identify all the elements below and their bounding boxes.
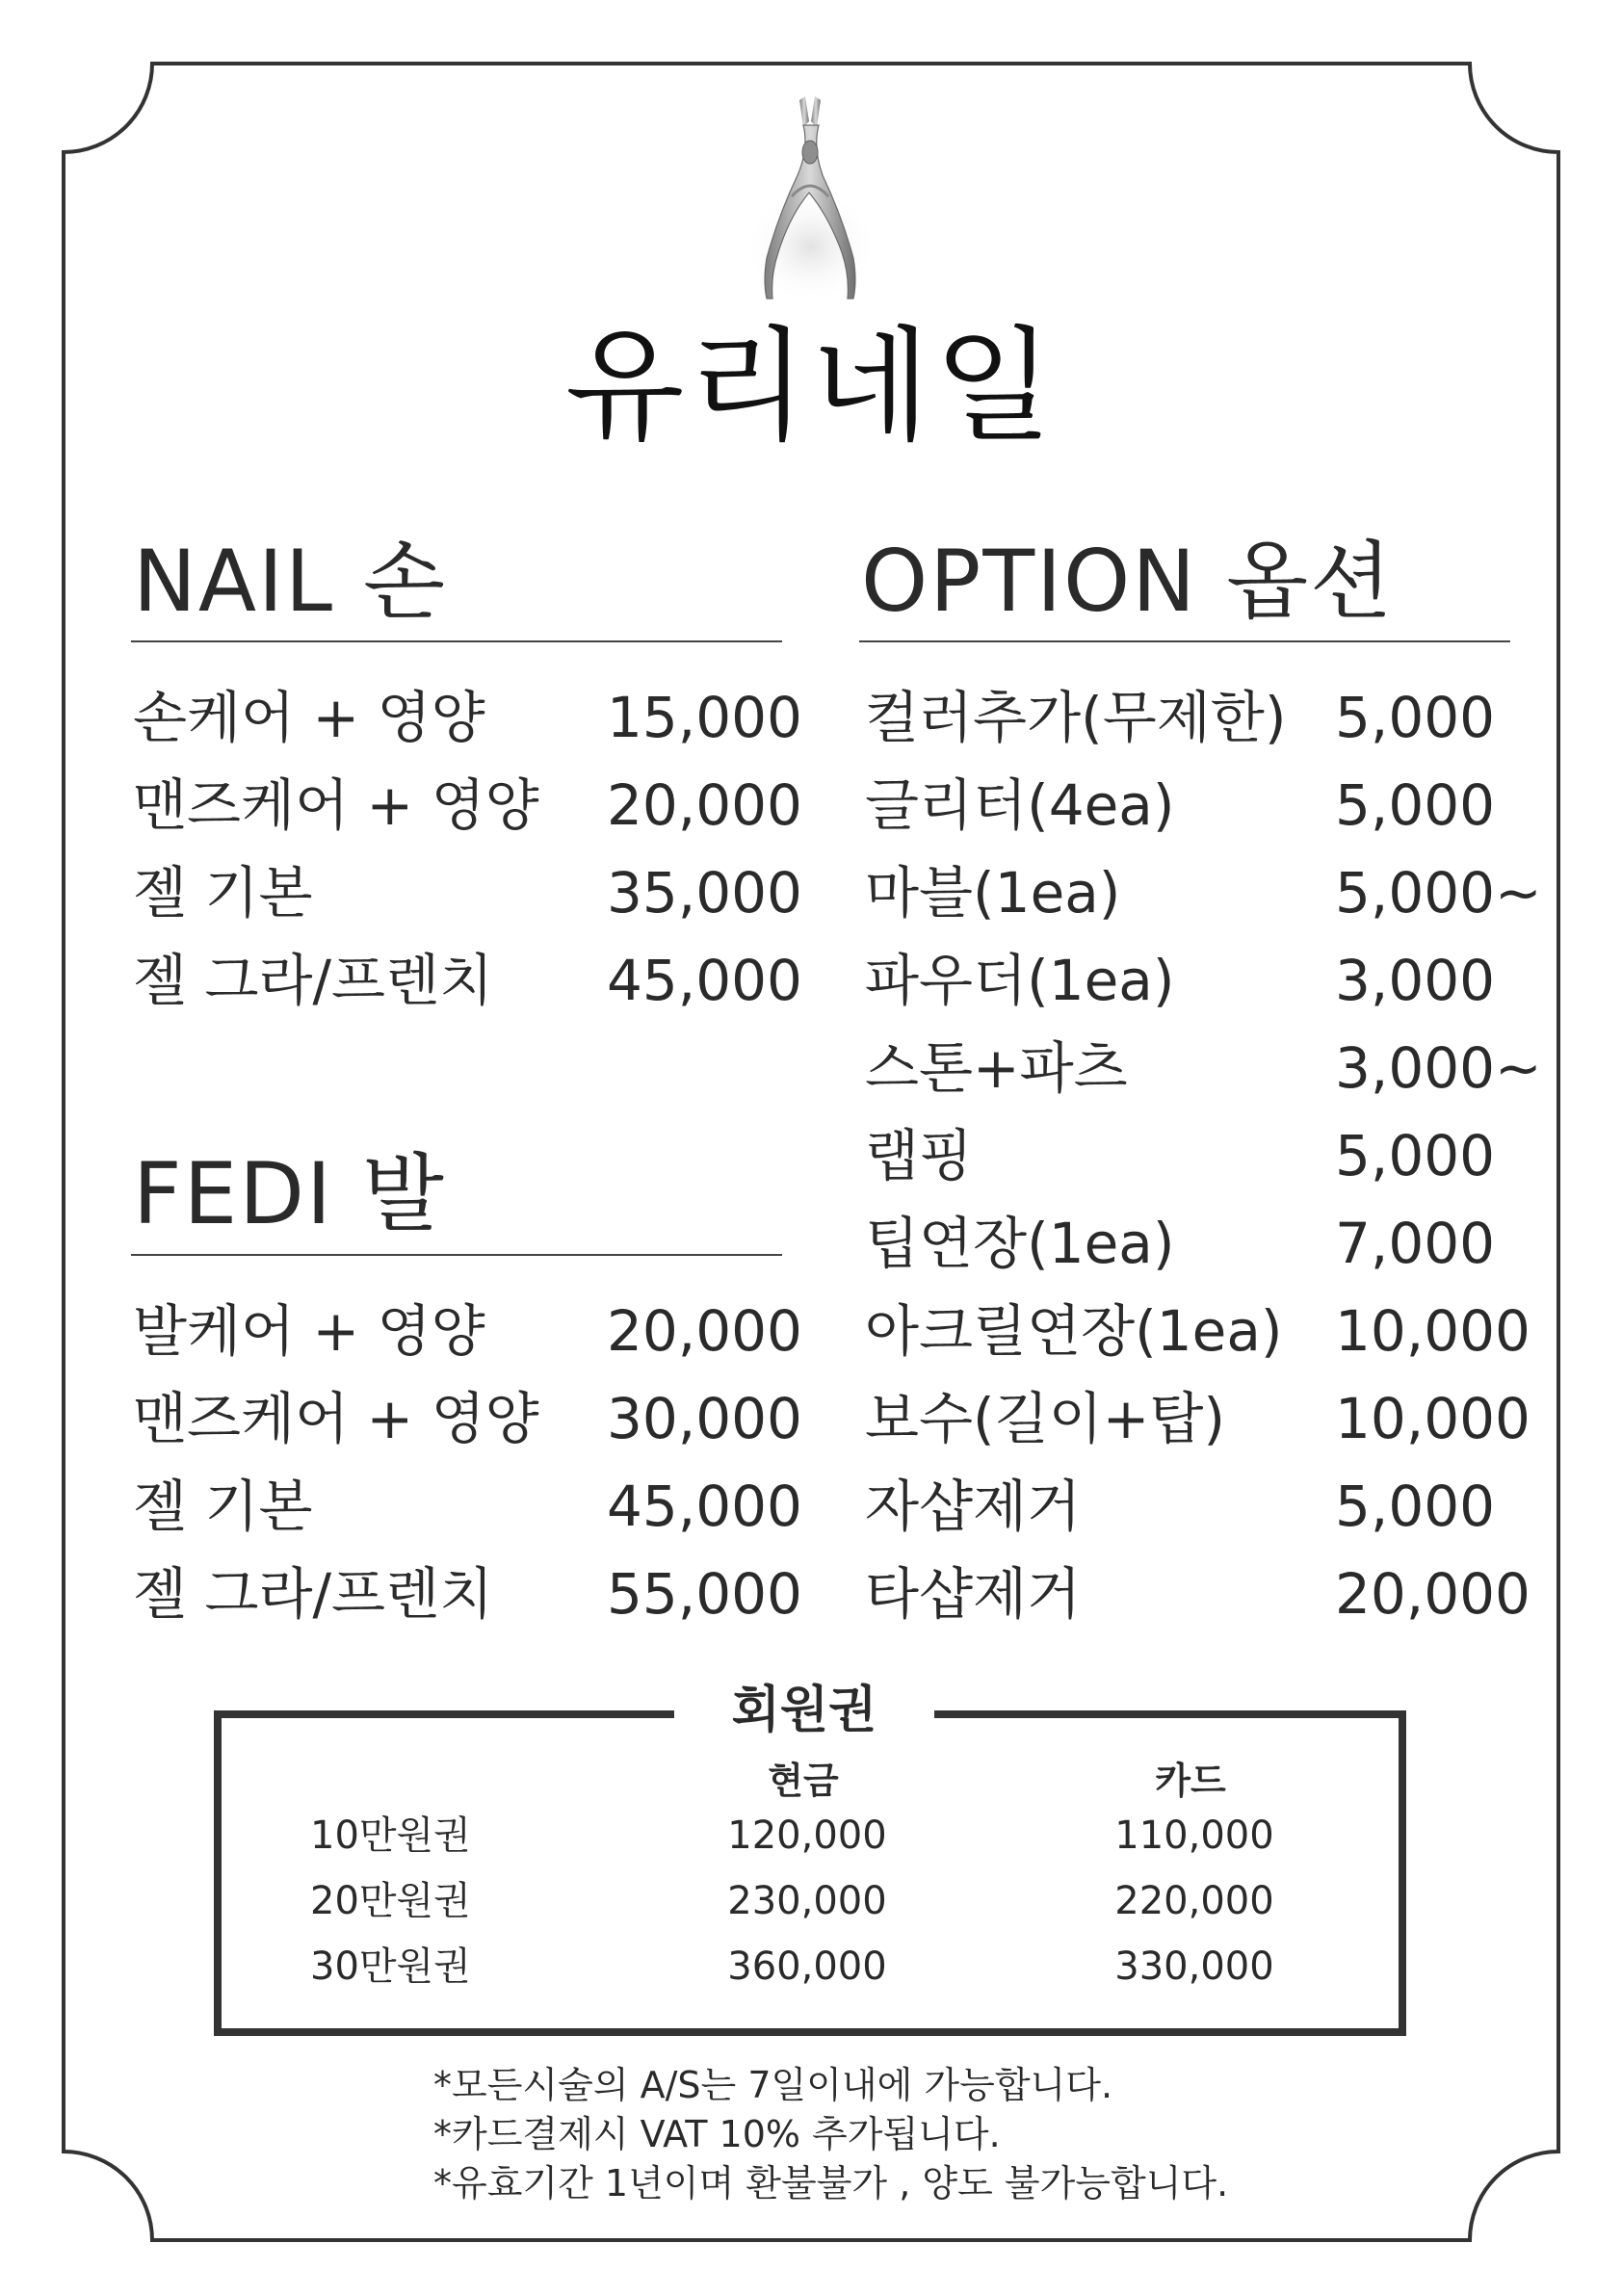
option-item-price: 5,000 — [1335, 1474, 1496, 1539]
membership-card-value: 330,000 — [1114, 1944, 1274, 1989]
option-item-name: 스톤+파츠 — [865, 1035, 1128, 1101]
membership-cash-value: 120,000 — [727, 1813, 887, 1858]
nail-item-name: 맨즈케어 + 영양 — [133, 772, 539, 838]
fedi-item-price: 55,000 — [607, 1561, 802, 1627]
option-item-name: 자샵제거 — [865, 1474, 1082, 1539]
membership-cash-value: 230,000 — [727, 1879, 887, 1923]
option-item-name: 타샵제거 — [865, 1561, 1082, 1627]
nail-item-price: 15,000 — [607, 685, 802, 750]
membership-cash-header: 현금 — [768, 1760, 839, 1802]
nail-section-heading: NAIL 손 — [133, 532, 447, 631]
nail-item-name: 손케어 + 영양 — [133, 685, 485, 750]
option-item-name: 파우더(1ea) — [865, 948, 1175, 1013]
fedi-item-price: 45,000 — [607, 1474, 802, 1539]
nail-item-price: 20,000 — [607, 772, 802, 838]
option-item-price: 10,000 — [1335, 1298, 1530, 1364]
option-item-price: 5,000~ — [1335, 860, 1542, 926]
note-line: *모든시술의 A/S는 7일이내에 가능합니다. — [433, 2064, 1113, 2106]
option-item-name: 컬러추가(무제한) — [865, 685, 1287, 750]
option-item-price: 3,000 — [1335, 948, 1496, 1013]
membership-card-header: 카드 — [1155, 1760, 1226, 1802]
nail-item-name: 젤 그라/프렌치 — [133, 948, 494, 1013]
option-item-price: 5,000 — [1335, 685, 1496, 750]
fedi-item-name: 맨즈케어 + 영양 — [133, 1386, 539, 1451]
nail-divider — [131, 640, 782, 642]
option-section-heading: OPTION 옵션 — [861, 532, 1395, 631]
option-item-price: 5,000 — [1335, 772, 1496, 838]
membership-row-label: 20만원권 — [310, 1879, 471, 1923]
membership-title: 회원권 — [674, 1683, 934, 1738]
option-item-price: 7,000 — [1335, 1211, 1496, 1276]
membership-row-label: 30만원권 — [310, 1944, 471, 1989]
fedi-item-name: 발케어 + 영양 — [133, 1298, 485, 1364]
nail-item-price: 35,000 — [607, 860, 802, 926]
membership-row-label: 10만원권 — [310, 1813, 471, 1858]
option-item-name: 팁연장(1ea) — [865, 1211, 1175, 1276]
option-item-name: 보수(길이+탑) — [865, 1386, 1225, 1451]
option-item-name: 아크릴연장(1ea) — [865, 1298, 1283, 1364]
option-item-price: 5,000 — [1335, 1123, 1496, 1188]
membership-card-value: 220,000 — [1114, 1879, 1274, 1923]
membership-card-value: 110,000 — [1114, 1813, 1274, 1858]
option-item-price: 3,000~ — [1335, 1035, 1542, 1101]
shop-name: 유리네일 — [564, 315, 1058, 458]
note-line: *카드결제시 VAT 10% 추가됩니다. — [433, 2113, 1001, 2155]
membership-cash-value: 360,000 — [727, 1944, 887, 1989]
option-item-name: 글리터(4ea) — [865, 772, 1175, 838]
option-item-price: 10,000 — [1335, 1386, 1530, 1451]
fedi-item-name: 젤 기본 — [133, 1474, 313, 1539]
fedi-section-heading: FEDI 발 — [133, 1144, 446, 1243]
option-item-name: 마블(1ea) — [865, 860, 1121, 926]
fedi-item-name: 젤 그라/프렌치 — [133, 1561, 494, 1627]
nail-item-name: 젤 기본 — [133, 860, 313, 926]
fedi-divider — [131, 1254, 782, 1256]
fedi-item-price: 20,000 — [607, 1298, 802, 1364]
option-divider — [859, 640, 1510, 642]
note-line: *유효기간 1년이며 환불불가 , 양도 불가능합니다. — [433, 2162, 1229, 2205]
fedi-item-price: 30,000 — [607, 1386, 802, 1451]
option-item-price: 20,000 — [1335, 1561, 1530, 1627]
nail-item-price: 45,000 — [607, 948, 802, 1013]
option-item-name: 랩핑 — [865, 1123, 974, 1188]
nail-nipper-icon — [724, 92, 898, 314]
